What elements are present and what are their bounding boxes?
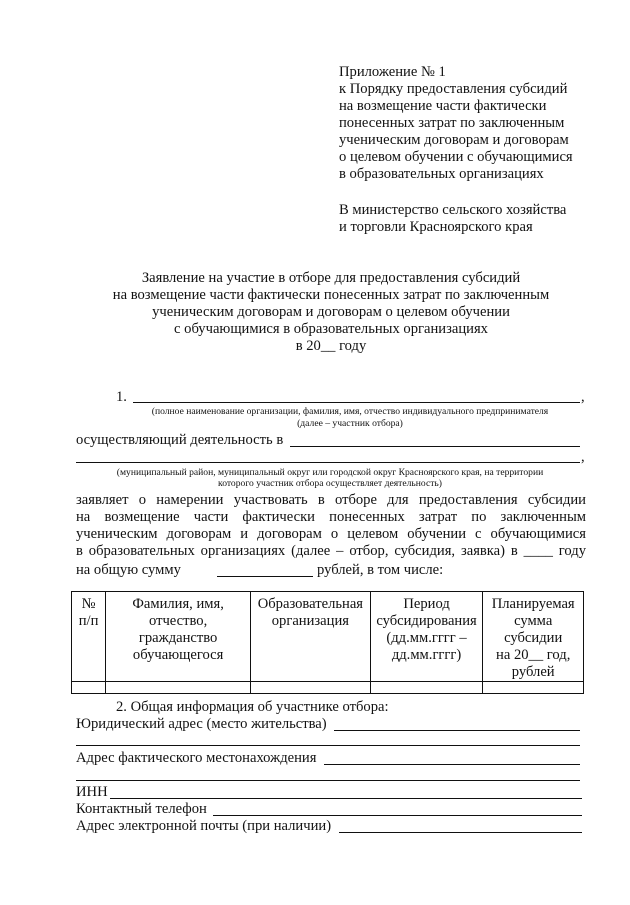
table-cell[interactable] [251,682,371,694]
statement-paragraph [76,492,586,560]
header-text: п/п [78,613,99,629]
legal-address-field-2[interactable] [76,745,580,746]
hint-participant: (далее – участник отбора) [297,418,403,429]
header-text: субсидии [504,630,563,646]
appendix-line: о целевом обучении с обучающимися [339,149,573,165]
section2-heading: 2. Общая информация об участнике отбора: [116,699,389,715]
activity-label: осуществляющий деятельность в [76,432,284,448]
header-number [72,592,106,682]
appendix-line: на возмещение части фактически [339,98,547,114]
table-cell[interactable] [106,682,251,694]
total-sum-field[interactable] [217,576,313,577]
title-line: в 20__ году [295,338,367,354]
header-text: на 20__ год, [496,647,571,663]
appendix-block [339,64,573,183]
addressee-line: В министерство сельского хозяйства [339,202,567,218]
table-cell[interactable] [483,682,584,694]
header-text: дд.мм.гггг) [391,647,462,663]
table-cell[interactable] [370,682,483,694]
comma: , [581,389,585,405]
phone-label: Контактный телефон [76,801,207,817]
inn-label: ИНН [76,784,108,800]
title-line: с обучающимися в образовательных организациях [174,321,488,337]
total-sum-label: на общую сумму [76,562,181,578]
document-title [0,270,630,355]
header-amount [483,592,584,682]
addressee-line: и торговли Красноярского края [339,219,533,235]
header-student [106,592,251,682]
table-cell[interactable] [72,682,106,694]
title-line: Заявление на участие в отборе для предоставления субсидий [141,270,521,286]
appendix-line: в образовательных организациях [339,166,544,182]
header-text: субсидирования [376,613,477,629]
email-label: Адрес электронной почты (при наличии) [76,818,332,834]
header-text: обучающегося [132,647,224,663]
header-text: сумма [514,613,553,629]
actual-address-field-2[interactable] [76,780,580,781]
header-organization [251,592,371,682]
header-text: Планируемая [491,596,575,612]
statement-line: на возмещение части фактически понесенных затрат по заключенным [76,509,586,525]
header-text: Период [403,596,450,612]
hint-municipality: (муниципальный район, муниципальный округ или городской округ Красноярского края, на территории [116,467,544,478]
legal-address-label: Юридический адрес (место жительства) [76,716,327,732]
students-table [71,591,584,694]
appendix-line: к Порядку предоставления субсидий [339,81,568,97]
appendix-line: понесенных затрат по заключенным [339,115,565,131]
title-line: ученическим договорам и договорам о целевом обучении [152,304,510,320]
header-text: Фамилия, имя, [132,596,224,612]
appendix-line: Приложение № 1 [339,64,446,80]
phone-field[interactable] [213,815,582,816]
header-period [370,592,483,682]
title-line: на возмещение части фактически понесенных затрат по заключенным [112,287,550,303]
header-text: № [81,596,96,612]
activity-place-field-2[interactable] [76,462,580,463]
comma: , [581,449,585,465]
header-text: гражданство [138,630,218,646]
header-text: отчество, [148,613,208,629]
header-text: рублей [511,664,555,680]
inn-field[interactable] [110,798,582,799]
legal-address-field[interactable] [334,730,580,731]
activity-place-field[interactable] [290,446,580,447]
header-text: (дд.мм.гггг – [386,630,467,646]
statement-line: заявляет о намерении участвовать в отборе для предоставления субсидии [76,492,586,508]
statement-line: ученическим договорам и договорам о целевом обучении с обучающимися [76,526,586,542]
statement-line: в образовательных организациях (далее – отбор, субсидия, заявка) в ____ году [76,543,586,559]
organization-name-field[interactable] [133,402,580,403]
email-field[interactable] [339,832,582,833]
section1-number: 1. [116,389,127,405]
table-row [72,682,584,694]
actual-address-field[interactable] [324,764,580,765]
actual-address-label: Адрес фактического местонахождения [76,750,317,766]
appendix-line: ученическим договорам и договорам [339,132,569,148]
hint-municipality-2: которого участник отбора осуществляет деятельность) [218,478,442,489]
header-text: организация [271,613,349,629]
total-sum-suffix: рублей, в том числе: [317,562,444,578]
addressee-block [339,202,566,236]
header-text: Образовательная [257,596,364,612]
hint-org-name: (полное наименование организации, фамилия, имя, отчество индивидуального предпринимателя [151,406,549,417]
